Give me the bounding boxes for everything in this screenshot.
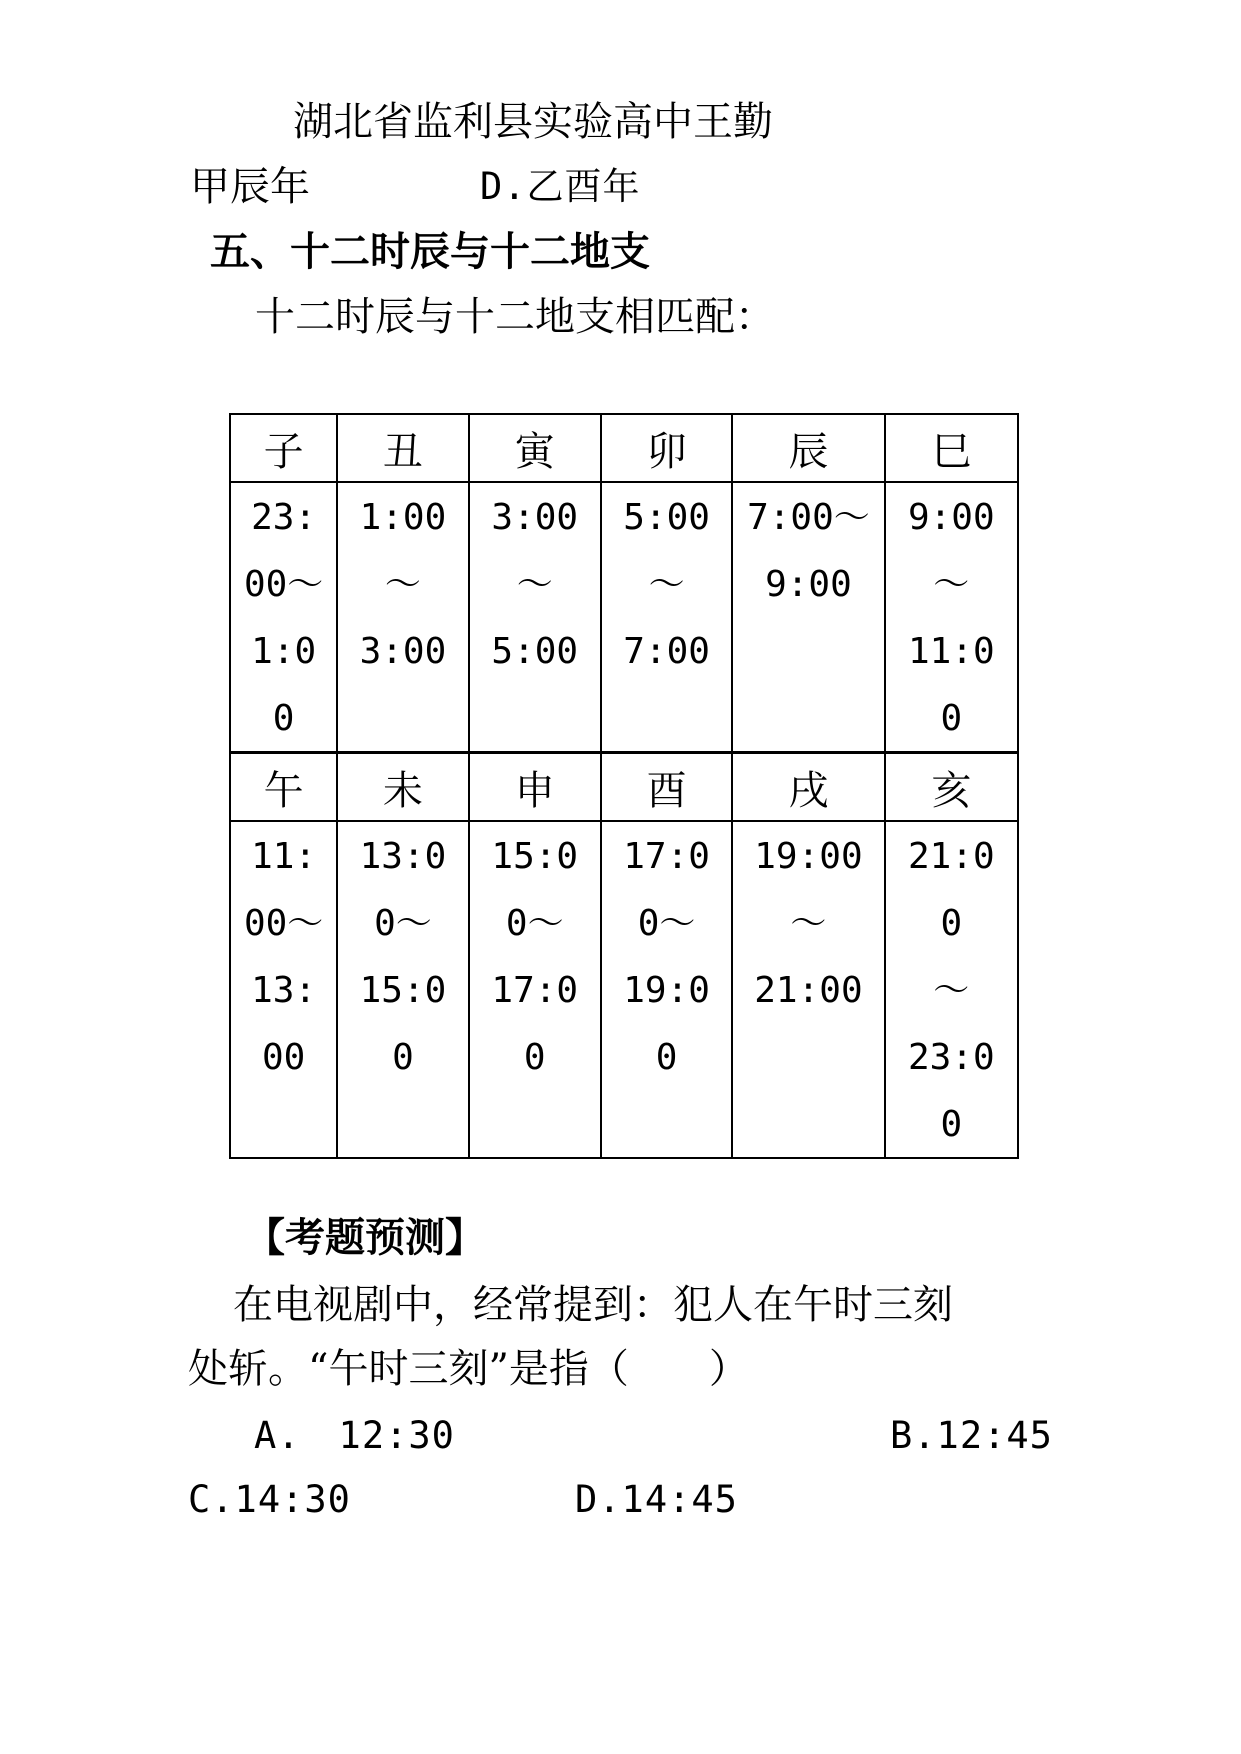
branch-cell: 寅 [469, 414, 601, 482]
time-text: 9:00 [907, 497, 995, 538]
time-text: 23: [251, 497, 317, 538]
branch-time-table [229, 413, 1019, 1159]
time-range-cell [230, 482, 337, 753]
branch-cell: 辰 [732, 414, 884, 482]
time-text: 3:00 [491, 497, 579, 538]
time-text: 0 [940, 903, 963, 944]
time-range-row [230, 482, 1018, 753]
time-text: ～ [933, 564, 970, 605]
time-text: 15:0 [359, 970, 447, 1011]
time-range-cell [601, 482, 732, 753]
time-text: 11:0 [907, 631, 995, 672]
question-heading: 【考题预测】 [245, 1215, 485, 1261]
time-text: ～ [790, 903, 827, 944]
time-text: 9:00 [765, 564, 852, 605]
time-text: 19:00 [754, 836, 863, 877]
time-text: 0 [392, 1037, 414, 1078]
time-text: ～ [516, 564, 553, 605]
time-text: 5:00 [491, 631, 579, 672]
author-line: 湖北省监利县实验高中王勤 [293, 99, 773, 145]
branch-cell: 亥 [885, 753, 1018, 822]
branch-row [230, 414, 1018, 482]
time-range-cell [230, 821, 337, 1158]
time-text: 15:0 [491, 836, 579, 877]
option-a: A. 12:30 [254, 1414, 455, 1457]
branch-cell: 子 [230, 414, 337, 482]
time-text: 0 [523, 1037, 546, 1078]
section-title: 五、十二时辰与十二地支 [210, 229, 650, 275]
branch-cell: 戌 [732, 753, 884, 822]
time-text: 0～ [505, 903, 564, 944]
time-text: 0～ [374, 903, 432, 944]
question-stem-line2: 处斩。“午时三刻”是指（ ） [188, 1346, 749, 1392]
time-range-row [230, 821, 1018, 1158]
time-text: ～ [384, 564, 421, 605]
time-text: ～ [648, 564, 685, 605]
time-range-cell [469, 482, 601, 753]
time-text: 00 [261, 1037, 306, 1078]
section-intro: 十二时辰与十二地支相匹配： [255, 294, 775, 340]
time-text: 17:0 [623, 836, 710, 877]
time-text: 0～ [637, 903, 696, 944]
previous-option-d: D.乙酉年 [480, 165, 641, 208]
time-text: 19:0 [623, 970, 710, 1011]
branch-cell: 申 [469, 753, 601, 822]
branch-cell: 午 [230, 753, 337, 822]
branch-cell: 丑 [337, 414, 468, 482]
time-text: 1:00 [359, 497, 447, 538]
option-b: B.12:45 [890, 1414, 1053, 1457]
time-range-cell [601, 821, 732, 1158]
time-range-cell [885, 821, 1018, 1158]
time-text: 13:0 [359, 836, 447, 877]
time-text: 00～ [243, 564, 324, 605]
time-text: 7:00 [623, 631, 710, 672]
time-range-cell [337, 821, 468, 1158]
branch-row [230, 753, 1018, 822]
time-text: 17:0 [491, 970, 579, 1011]
time-text: 1:0 [251, 631, 317, 672]
time-text: 5:00 [623, 497, 710, 538]
time-text: 00～ [243, 903, 324, 944]
time-text: 21:00 [754, 970, 863, 1011]
branch-cell: 酉 [601, 753, 732, 822]
previous-option-c: 甲辰年 [190, 164, 310, 210]
time-text: 7:00～ [747, 497, 870, 538]
time-text: 11: [251, 836, 317, 877]
option-c: C.14:30 [188, 1478, 351, 1521]
branch-cell: 巳 [885, 414, 1018, 482]
time-range-cell [469, 821, 601, 1158]
time-text: 23:0 [907, 1037, 995, 1078]
time-text: 0 [655, 1037, 678, 1078]
time-range-cell [885, 482, 1018, 753]
time-text: ～ [933, 970, 970, 1011]
branch-cell: 未 [337, 753, 468, 822]
time-text: 13: [251, 970, 317, 1011]
time-text: 21:0 [907, 836, 995, 877]
option-d: D.14:45 [575, 1478, 738, 1521]
time-range-cell [732, 821, 884, 1158]
question-stem-line1: 在电视剧中，经常提到：犯人在午时三刻 [233, 1282, 953, 1328]
time-range-cell [337, 482, 468, 753]
time-text: 0 [940, 1104, 963, 1145]
time-range-cell [732, 482, 884, 753]
time-text: 0 [272, 698, 295, 739]
time-text: 0 [940, 698, 963, 739]
branch-cell: 卯 [601, 414, 732, 482]
time-text: 3:00 [359, 631, 447, 672]
